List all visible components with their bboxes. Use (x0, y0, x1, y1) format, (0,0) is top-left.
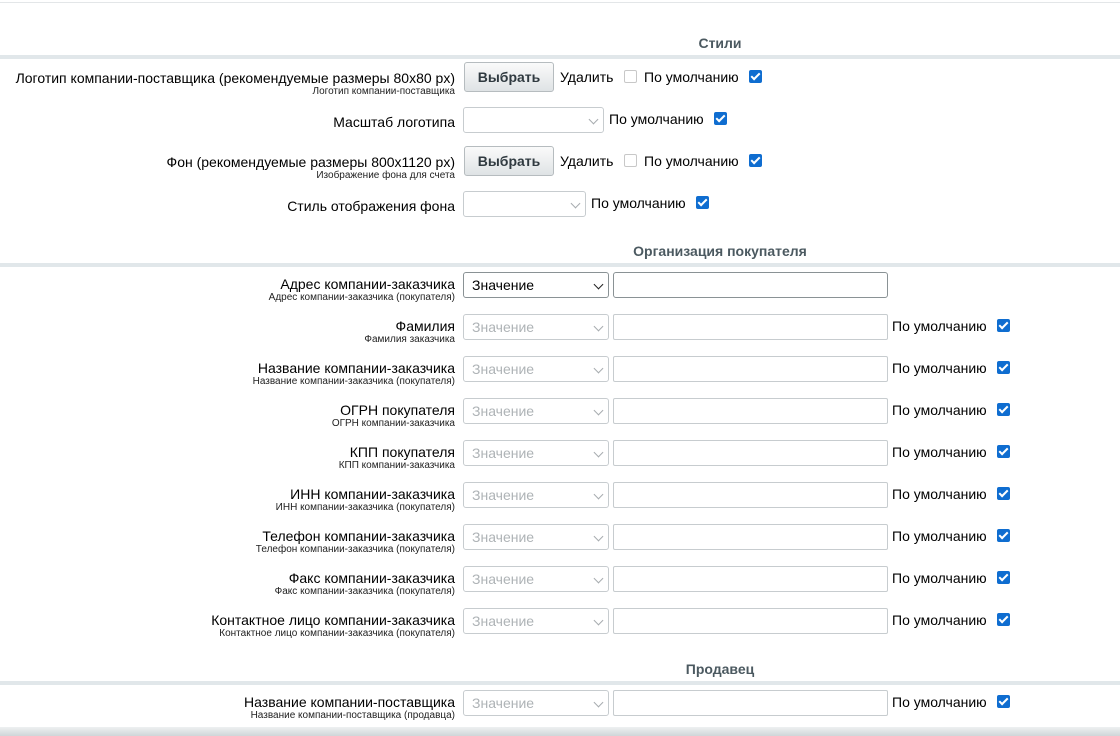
buyer-row-label (364, 318, 455, 346)
buyer-inn-input[interactable] (613, 482, 888, 508)
logo-scale-select[interactable] (463, 107, 604, 133)
logo-scale-label-main: Масштаб логотипа (333, 114, 455, 130)
buyer-fax-sub: Факс компании-заказчика (покупателя) (274, 586, 455, 597)
chevron-down-icon (594, 532, 604, 542)
buyer-inn-label: ИНН компании-заказчика (290, 486, 455, 502)
buyer-row-label (269, 276, 455, 304)
section-buyer-header (0, 225, 1120, 267)
buyer-row (0, 606, 1120, 644)
buyer-company-sub: Название компании-заказчика (покупателя) (252, 376, 455, 387)
buyer-phone-input[interactable] (613, 524, 888, 550)
logo-default-label: По умолчанию (644, 69, 739, 85)
buyer-row (0, 270, 1120, 308)
buyer-company-input[interactable] (613, 356, 888, 382)
buyer-fax-select-value: Значение (472, 571, 535, 587)
section-styles-header (0, 17, 1120, 59)
chevron-down-icon (594, 364, 604, 374)
buyer-contact-default-checkbox[interactable] (997, 613, 1010, 626)
buyer-row (0, 312, 1120, 350)
buyer-contact-label: Контактное лицо компании-заказчика (211, 612, 455, 628)
buyer-company-label: Название компании-заказчика (257, 360, 455, 376)
seller-row (0, 688, 1120, 726)
buyer-kpp-input[interactable] (613, 440, 888, 466)
buyer-row-label (275, 570, 455, 598)
chevron-down-icon (594, 448, 604, 458)
buyer-company-default-label: По умолчанию (892, 360, 987, 376)
seller-company-default-checkbox[interactable] (997, 695, 1010, 708)
chevron-down-icon (594, 574, 604, 584)
buyer-row (0, 354, 1120, 392)
background-delete-label: Удалить (560, 153, 614, 169)
bg-style-label (287, 198, 455, 214)
background-label (167, 154, 455, 182)
buyer-fax-input[interactable] (613, 566, 888, 592)
buyer-phone-label: Телефон компании-заказчика (262, 528, 455, 544)
buyer-lastname-select[interactable] (463, 314, 609, 340)
buyer-row (0, 564, 1120, 602)
seller-company-input[interactable] (613, 690, 888, 716)
buyer-lastname-default-label: По умолчанию (892, 318, 987, 334)
seller-company-select[interactable] (463, 690, 609, 716)
section-styles-title: Стили (698, 35, 742, 51)
buyer-lastname-select-value: Значение (472, 319, 535, 335)
buyer-row (0, 522, 1120, 560)
buyer-phone-select-value: Значение (472, 529, 535, 545)
buyer-ogrn-default-label: По умолчанию (892, 402, 987, 418)
chevron-down-icon (594, 616, 604, 626)
buyer-address-select[interactable] (463, 272, 609, 298)
bg-style-select[interactable] (463, 191, 586, 217)
section-seller-title: Продавец (685, 661, 755, 677)
chevron-down-icon (594, 322, 604, 332)
chevron-down-icon (594, 280, 604, 290)
buyer-inn-select[interactable] (463, 482, 609, 508)
buyer-lastname-input[interactable] (613, 314, 888, 340)
top-divider (0, 2, 1120, 3)
buyer-contact-sub: Контактное лицо компании-заказчика (покупателя) (219, 628, 455, 639)
buyer-fax-default-label: По умолчанию (892, 570, 987, 586)
buyer-ogrn-input[interactable] (613, 398, 888, 424)
buyer-ogrn-sub: ОГРН компании-заказчика (331, 418, 455, 429)
buyer-kpp-default-label: По умолчанию (892, 444, 987, 460)
buyer-ogrn-default-checkbox[interactable] (997, 403, 1010, 416)
seller-company-default-label: По умолчанию (892, 694, 987, 710)
chevron-down-icon (571, 199, 581, 209)
logo-default-checkbox[interactable] (749, 70, 762, 83)
buyer-contact-select[interactable] (463, 608, 609, 634)
chevron-down-icon (594, 490, 604, 500)
buyer-fax-label: Факс компании-заказчика (288, 570, 455, 586)
background-delete-checkbox[interactable] (624, 154, 637, 167)
logo-scale-label (333, 114, 455, 130)
section-buyer-title: Организация покупателя (633, 243, 807, 259)
buyer-lastname-sub: Фамилия заказчика (364, 334, 455, 345)
buyer-phone-sub: Телефон компании-заказчика (покупателя) (255, 544, 455, 555)
bg-style-row (0, 190, 1120, 228)
buyer-phone-default-checkbox[interactable] (997, 529, 1010, 542)
bg-style-default-label: По умолчанию (591, 195, 686, 211)
buyer-kpp-select-value: Значение (472, 445, 535, 461)
seller-company-label: Название компании-поставщика (244, 694, 455, 710)
background-default-checkbox[interactable] (749, 154, 762, 167)
logo-row (0, 64, 1120, 102)
buyer-address-label: Адрес компании-заказчика (280, 276, 455, 292)
buyer-lastname-default-checkbox[interactable] (997, 319, 1010, 332)
logo-scale-row (0, 106, 1120, 144)
seller-company-sub: Название компании-поставщика (продавца) (250, 710, 455, 721)
buyer-inn-default-checkbox[interactable] (997, 487, 1010, 500)
buyer-address-input[interactable] (613, 272, 888, 298)
logo-delete-checkbox[interactable] (624, 70, 637, 83)
buyer-contact-input[interactable] (613, 608, 888, 634)
buyer-row (0, 438, 1120, 476)
buyer-kpp-sub: КПП компании-заказчика (338, 460, 455, 471)
buyer-row-label (253, 360, 455, 388)
buyer-row-label (211, 612, 455, 640)
logo-scale-default-checkbox[interactable] (714, 112, 727, 125)
buyer-contact-default-label: По умолчанию (892, 612, 987, 628)
bottom-fade (0, 727, 1120, 736)
background-label-sub: Изображение фона для счета (316, 170, 455, 181)
logo-delete-label: Удалить (560, 69, 614, 85)
buyer-inn-select-value: Значение (472, 487, 535, 503)
logo-label (16, 70, 455, 98)
buyer-company-select-value: Значение (472, 361, 535, 377)
buyer-ogrn-select-value: Значение (472, 403, 535, 419)
bg-style-label-main: Стиль отображения фона (287, 198, 455, 214)
buyer-row-label (332, 402, 455, 430)
chevron-down-icon (589, 115, 599, 125)
buyer-inn-default-label: По умолчанию (892, 486, 987, 502)
buyer-ogrn-select[interactable] (463, 398, 609, 424)
chevron-down-icon (594, 698, 604, 708)
buyer-address-sub: Адрес компании-заказчика (покупателя) (268, 292, 455, 303)
buyer-row (0, 480, 1120, 518)
buyer-contact-select-value: Значение (472, 613, 535, 629)
background-label-main: Фон (рекомендуемые размеры 800х1120 px) (166, 154, 455, 170)
buyer-fax-select[interactable] (463, 566, 609, 592)
buyer-kpp-default-checkbox[interactable] (997, 445, 1010, 458)
logo-label-main: Логотип компании-поставщика (рекомендуемые размеры 80х80 px) (15, 70, 455, 86)
section-seller-header (0, 643, 1120, 685)
buyer-company-select[interactable] (463, 356, 609, 382)
buyer-address-select-value: Значение (472, 277, 535, 293)
bg-style-default-checkbox[interactable] (696, 196, 709, 209)
buyer-row-label (276, 486, 455, 514)
buyer-lastname-label: Фамилия (395, 318, 455, 334)
background-choose-button[interactable]: Выбрать (464, 146, 554, 176)
logo-label-sub: Логотип компании-поставщика (312, 86, 455, 97)
background-default-label: По умолчанию (644, 153, 739, 169)
logo-choose-button[interactable]: Выбрать (464, 62, 554, 92)
seller-company-select-value: Значение (472, 695, 535, 711)
logo-scale-default-label: По умолчанию (609, 111, 704, 127)
buyer-kpp-label: КПП покупателя (349, 444, 455, 460)
seller-row-label (244, 694, 455, 722)
buyer-phone-default-label: По умолчанию (892, 528, 987, 544)
buyer-inn-sub: ИНН компании-заказчика (покупателя) (275, 502, 455, 513)
buyer-kpp-select[interactable] (463, 440, 609, 466)
buyer-row-label (339, 444, 455, 472)
chevron-down-icon (594, 406, 604, 416)
background-row (0, 148, 1120, 186)
buyer-company-default-checkbox[interactable] (997, 361, 1010, 374)
buyer-fax-default-checkbox[interactable] (997, 571, 1010, 584)
buyer-phone-select[interactable] (463, 524, 609, 550)
buyer-ogrn-label: ОГРН покупателя (340, 402, 455, 418)
buyer-row-label (256, 528, 455, 556)
buyer-row (0, 396, 1120, 434)
